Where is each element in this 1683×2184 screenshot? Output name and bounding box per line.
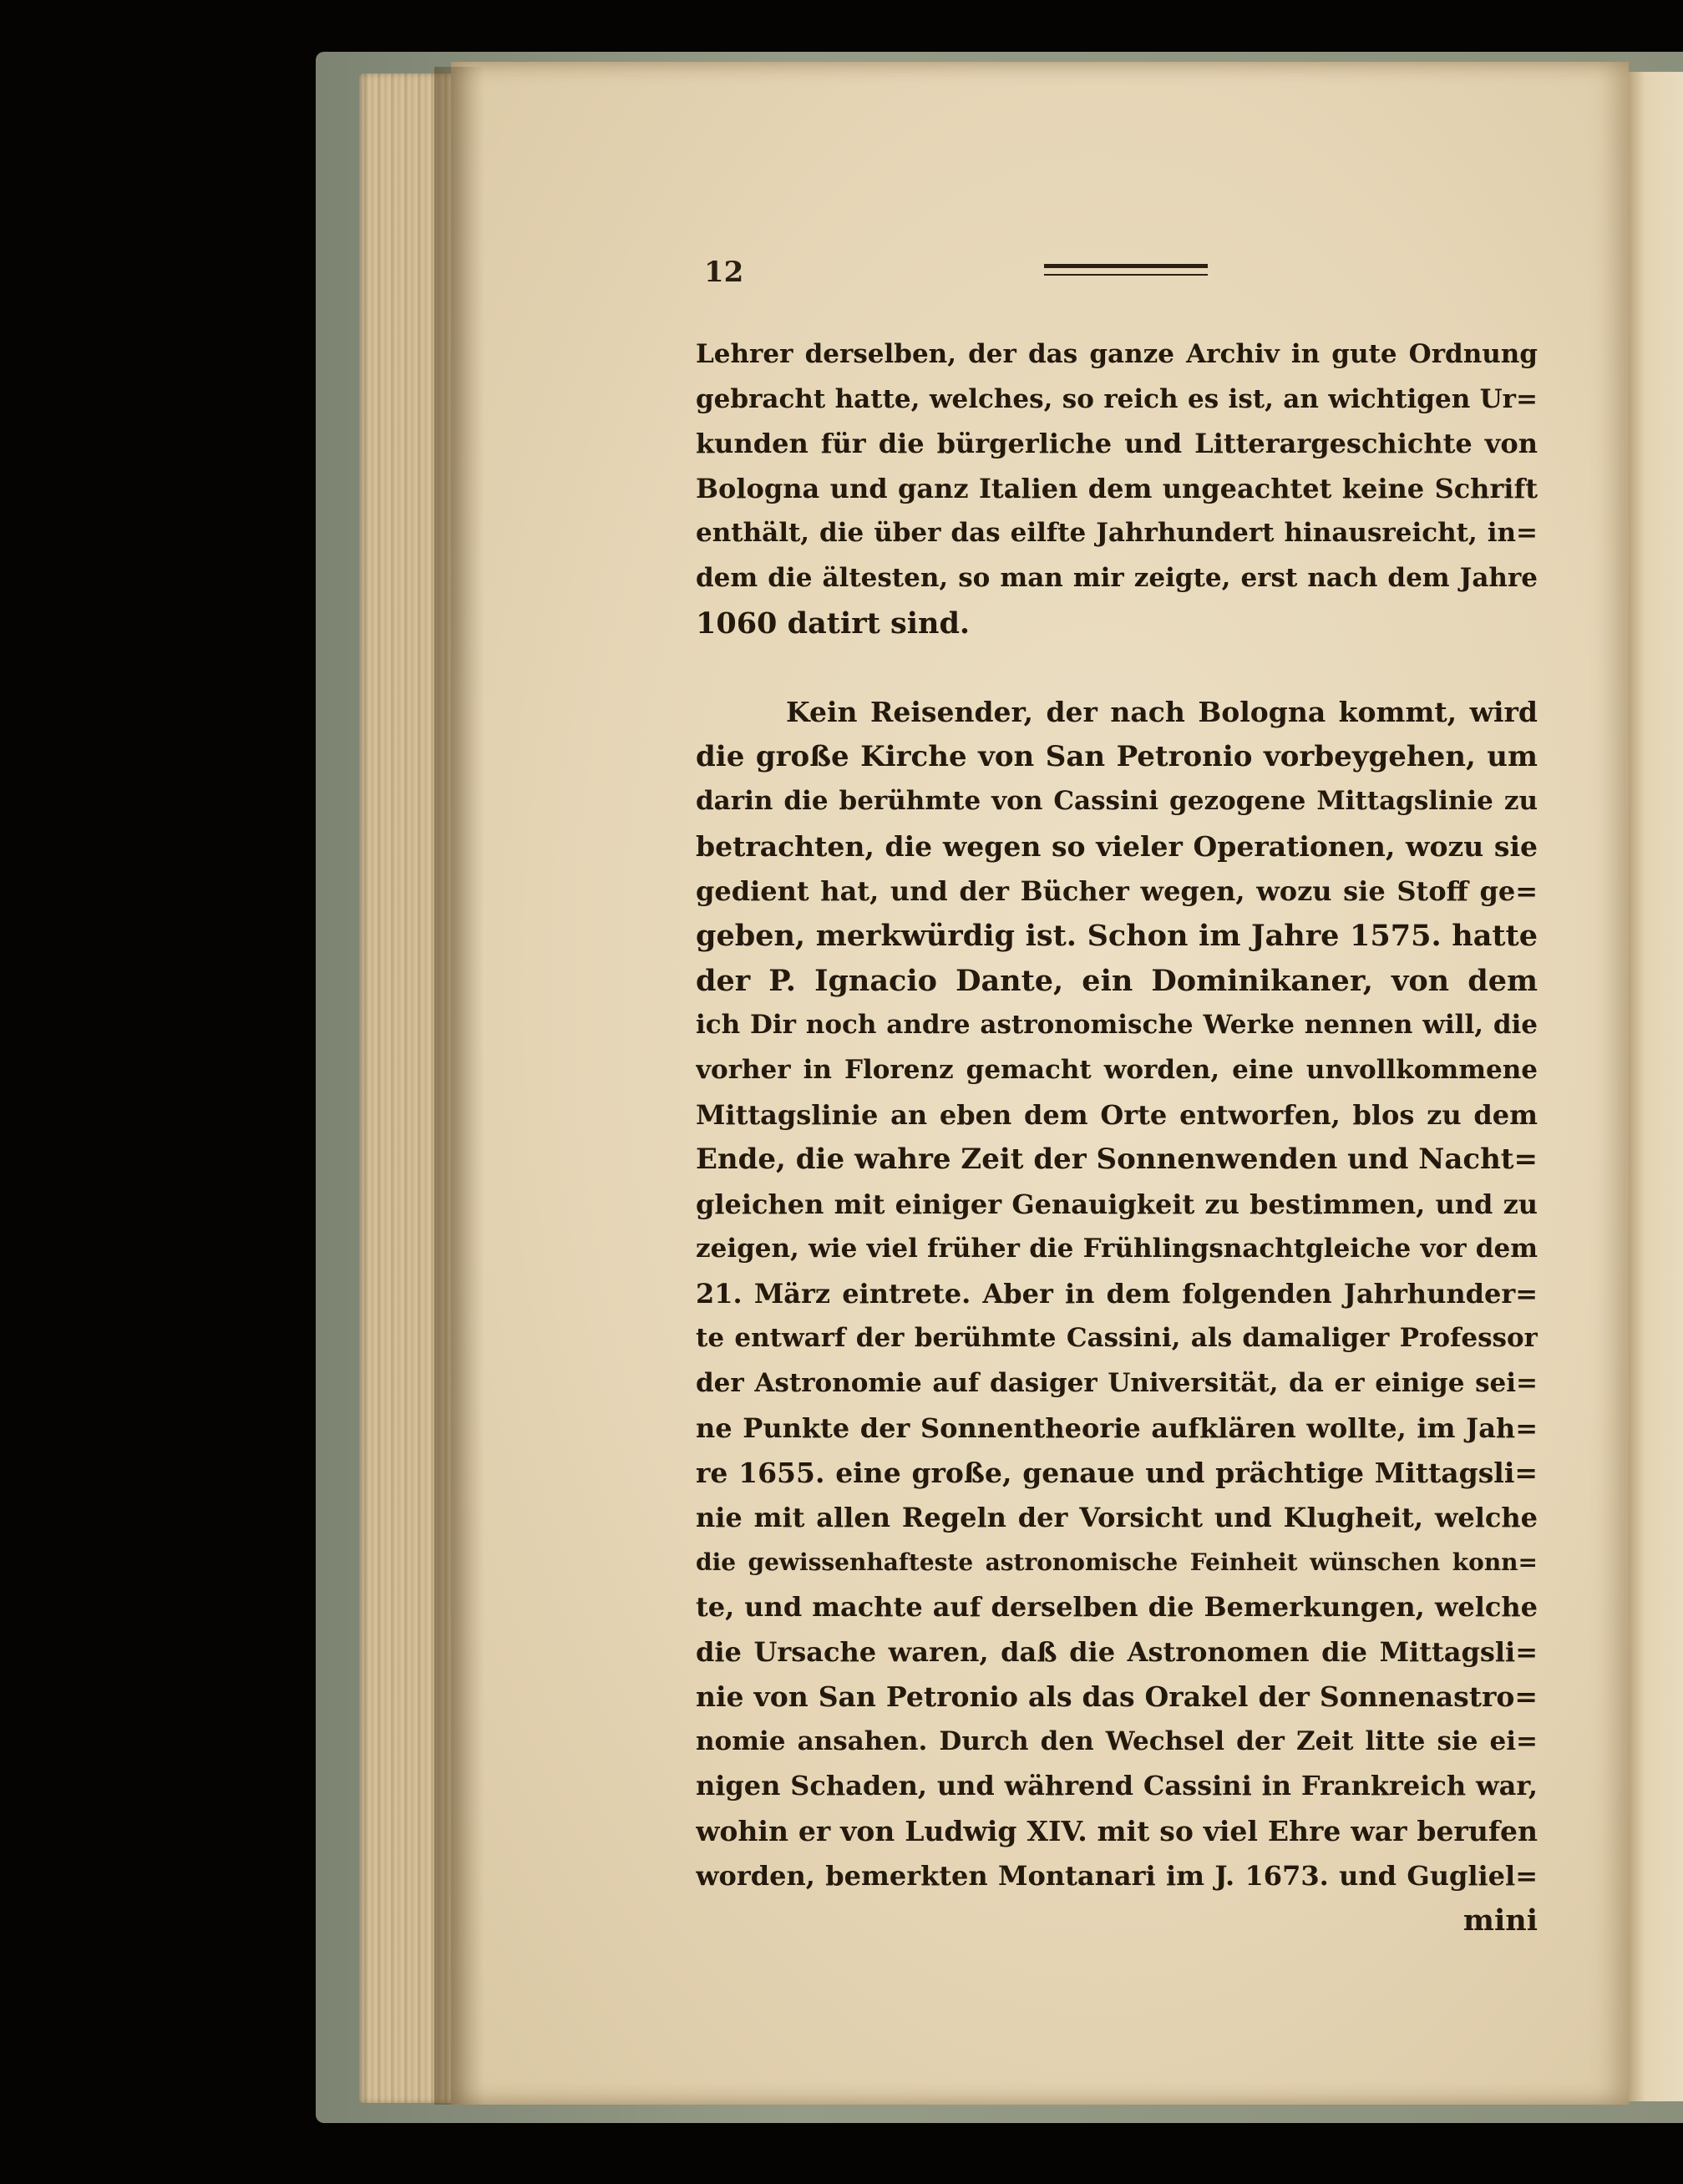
text-line: Mittagslinie an eben dem Orte entworfen, blos zu dem <box>696 1098 1538 1131</box>
text-line: ich Dir noch andre astronomische Werke nennen will, die <box>696 1010 1538 1041</box>
paragraph-2 <box>696 690 1538 1943</box>
text-line: wohin er von Ludwig XIV. mit so viel Ehre war berufen <box>696 1815 1538 1847</box>
header-rule <box>1044 264 1208 276</box>
text-line: nie von San Petronio als das Orakel der Sonnenastro= <box>696 1680 1538 1714</box>
text-line: der Astronomie auf dasiger Universität, da er einige sei= <box>696 1368 1538 1399</box>
paragraph-1 <box>696 332 1538 646</box>
text-line: vorher in Florenz gemacht worden, eine unvollkommene <box>696 1054 1538 1085</box>
text-line: nomie ansahen. Durch den Wechsel der Zeit litte sie ei= <box>696 1725 1538 1756</box>
text-line: kunden für die bürgerliche und Litterargeschichte von <box>696 428 1538 460</box>
gutter-shadow <box>434 67 484 2105</box>
catchword: mini <box>1462 1903 1538 1938</box>
text-line: ne Punkte der Sonnentheorie aufklären wollte, im Jah= <box>696 1411 1538 1444</box>
text-line: geben, merkwürdig ist. Schon im Jahre 1575. hatte <box>696 919 1538 954</box>
facing-page-edge <box>1629 72 1683 2101</box>
text-line: darin die berühmte von Cassini gezogene Mittagslinie zu <box>696 786 1538 817</box>
text-line: te, und machte auf derselben die Bemerkungen, welche <box>696 1591 1538 1624</box>
text-line: Ende, die wahre Zeit der Sonnenwenden und Nacht= <box>696 1143 1538 1177</box>
text-line: re 1655. eine große, genaue und prächtige Mittagsli= <box>696 1457 1538 1490</box>
text-line: dem die ältesten, so man mir zeigte, erst nach dem Jahre <box>696 562 1538 593</box>
text-line: zeigen, wie viel früher die Frühlingsnachtgleiche vor dem <box>696 1234 1538 1264</box>
text-line: Bologna und ganz Italien dem ungeachtet keine Schrift <box>696 472 1538 504</box>
text-line: Lehrer derselben, der das ganze Archiv in gute Ordnung <box>696 339 1538 369</box>
text-line: gebracht hatte, welches, so reich es ist, an wichtigen Ur= <box>696 383 1538 414</box>
text-line: die Ursache waren, daß die Astronomen die Mittagsli= <box>696 1635 1538 1668</box>
page-number: 12 <box>704 256 744 289</box>
text-line: die gewissenhafteste astronomische Feinheit wünschen konn= <box>696 1548 1538 1577</box>
text-line: gleichen mit einiger Genauigkeit zu bestimmen, und zu <box>696 1188 1538 1220</box>
text-line: gedient hat, und der Bücher wegen, wozu sie Stoff ge= <box>696 874 1538 907</box>
body-text <box>696 332 1538 1943</box>
text-line: betrachten, die wegen so vieler Operationen, wozu sie <box>696 829 1538 863</box>
text-line: 21. März eintrete. Aber in dem folgenden Jahrhunder= <box>696 1277 1538 1310</box>
text-line: Kein Reisender, der nach Bologna kommt, wird <box>786 696 1538 729</box>
text-line: nie mit allen Regeln der Vorsicht und Klugheit, welche <box>696 1501 1538 1533</box>
text-line: die große Kirche von San Petronio vorbeygehen, um <box>696 739 1538 773</box>
text-line: der P. Ignacio Dante, ein Dominikaner, von dem <box>696 963 1538 998</box>
text-line: 1060 datirt sind. <box>696 606 971 641</box>
text-line: nigen Schaden, und während Cassini in Frankreich war, <box>696 1770 1538 1802</box>
text-line: te entwarf der berühmte Cassini, als damaliger Professor <box>696 1323 1538 1354</box>
text-line: enthält, die über das eilfte Jahrhundert hinausreicht, in= <box>696 518 1538 549</box>
text-line: worden, bemerkten Montanari im J. 1673. und Gugliel= <box>696 1859 1538 1892</box>
